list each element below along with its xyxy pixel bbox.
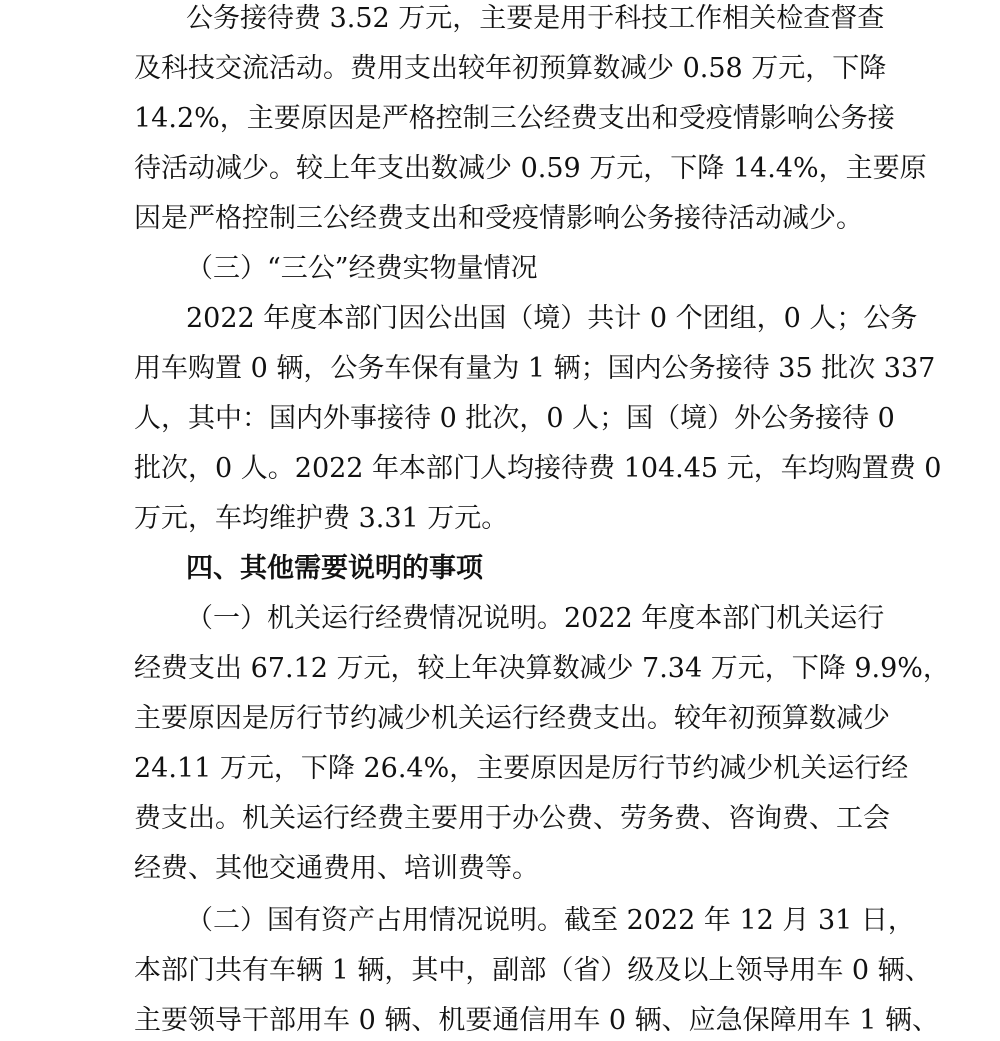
paragraph-line: 2022 年度本部门因公出国（境）共计 0 个团组，0 人；公务 [186, 303, 918, 334]
section-heading: 四、其他需要说明的事项 [186, 553, 483, 584]
paragraph-line: 因是严格控制三公经费支出和受疫情影响公务接待活动减少。 [134, 203, 863, 234]
paragraph-line: （一）机关运行经费情况说明。2022 年度本部门机关运行 [186, 603, 885, 634]
paragraph-line: 批次，0 人。2022 年本部门人均接待费 104.45 元，车均购置费 0 [134, 453, 942, 484]
paragraph-line: 24.11 万元，下降 26.4%，主要原因是厉行节约减少机关运行经 [134, 753, 909, 784]
paragraph-line: 主要原因是厉行节约减少机关运行经费支出。较年初预算数减少 [134, 703, 890, 734]
paragraph-line: 用车购置 0 辆，公务车保有量为 1 辆；国内公务接待 35 批次 337 [134, 353, 936, 384]
section-subheading: （三）“三公”经费实物量情况 [186, 253, 538, 284]
paragraph-line: 公务接待费 3.52 万元，主要是用于科技工作相关检查督查 [186, 3, 885, 34]
paragraph-line: 人，其中：国内外事接待 0 批次，0 人；国（境）外公务接待 0 [134, 403, 895, 434]
paragraph-line: 14.2%，主要原因是严格控制三公经费支出和受疫情影响公务接 [134, 103, 895, 134]
paragraph-line: 万元，车均维护费 3.31 万元。 [134, 503, 509, 534]
paragraph-line: 经费支出 67.12 万元，较上年决算数减少 7.34 万元，下降 9.9%， [134, 653, 950, 684]
paragraph-line: 经费、其他交通费用、培训费等。 [134, 853, 539, 884]
paragraph-line: （二）国有资产占用情况说明。截至 2022 年 12 月 31 日， [186, 905, 915, 936]
paragraph-line: 本部门共有车辆 1 辆，其中，副部（省）级及以上领导用车 0 辆、 [134, 955, 932, 986]
paragraph-line: 主要领导干部用车 0 辆、机要通信用车 0 辆、应急保障用车 1 辆、 [134, 1005, 940, 1036]
paragraph-line: 待活动减少。较上年支出数减少 0.59 万元，下降 14.4%，主要原 [134, 153, 927, 184]
paragraph-line: 及科技交流活动。费用支出较年初预算数减少 0.58 万元，下降 [134, 53, 887, 84]
paragraph-line: 费支出。机关运行经费主要用于办公费、劳务费、咨询费、工会 [134, 803, 890, 834]
